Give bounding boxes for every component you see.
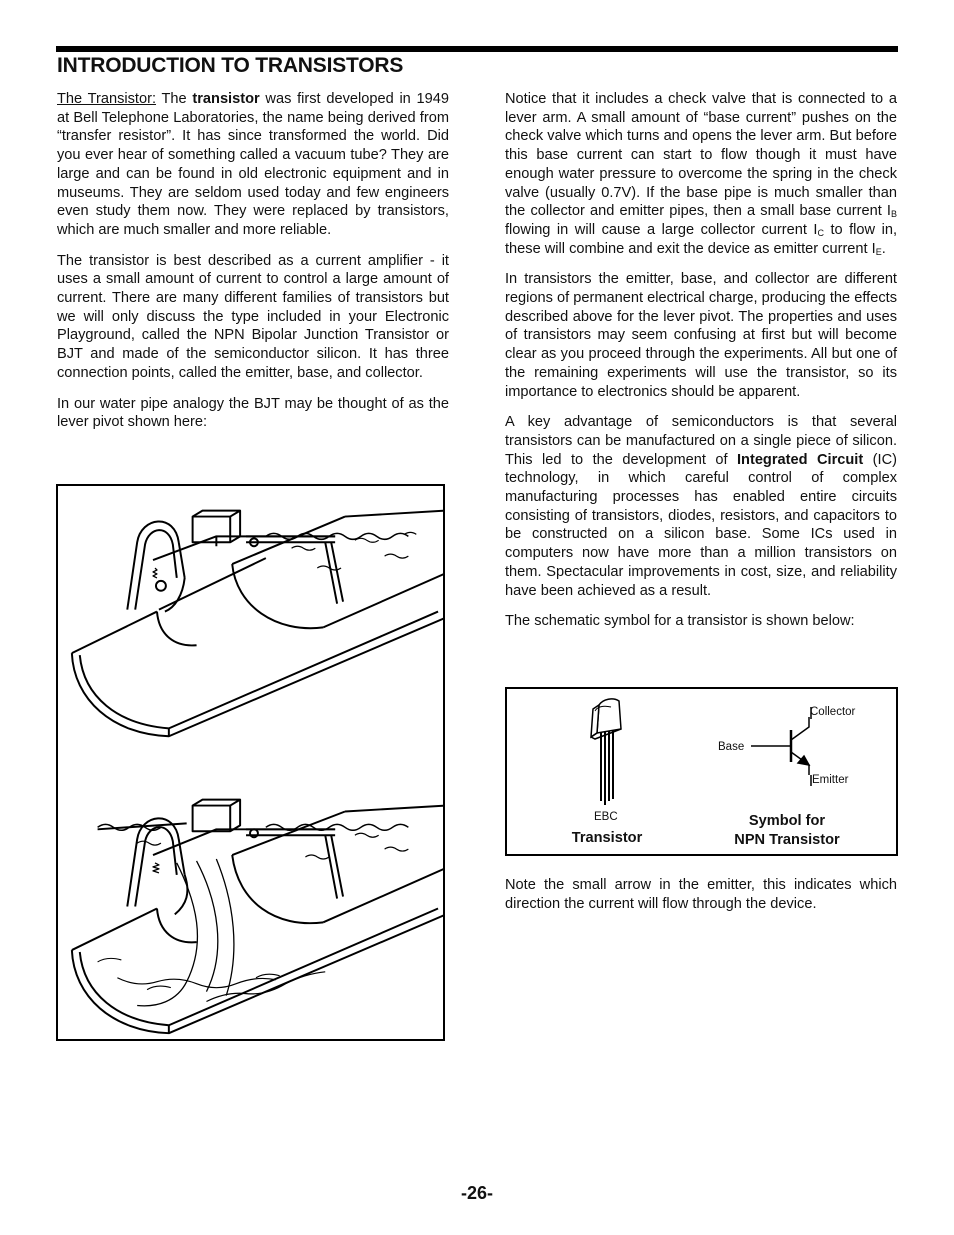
- transistor-package-icon: [591, 699, 621, 805]
- left-column: [57, 90, 449, 444]
- symbol-caption-line1: Symbol for: [748, 813, 826, 829]
- paragraph-current-amplifier: The transistor is best described as a current amplifier - it uses a small amount of current to control a large amount of current. There are many different families of transistors but we will only discuss the type included in your Electronic Playground, called the NPN Bipolar Junction Transistor or BJT and made of the semiconductor silicon. It has three connection points, called the emitter, base, and collector.: [57, 252, 449, 381]
- paragraph-emitter-arrow: Note the small arrow in the emitter, this indicates which direction the current will flow through the device.: [505, 877, 897, 912]
- collector-label: Collector: [810, 706, 856, 718]
- paragraph-water-analogy: In our water pipe analogy the BJT may be thought of as the lever pivot shown here:: [57, 395, 449, 431]
- run-in-heading: The Transistor:: [57, 91, 157, 107]
- page-title: INTRODUCTION TO TRANSISTORS: [57, 54, 404, 77]
- paragraph-integrated-circuit: A key advantage of semiconductors is that several transistors can be manufactured on a single piece of silicon. This led to the development of Integrated Circuit (IC) technology, in which careful control of complex manufacturing processes has enabled entire circuits consisting of transistors, diodes, resistors, and capacitors to be constructed on a silicon base. Some ICs used in computers now have more than a million transistors on them. Spectacular improvements in cost, size, and reliability have been achieved as a result.: [505, 414, 897, 599]
- page-number: -26-: [460, 1183, 493, 1203]
- emitter-label: Emitter: [812, 774, 849, 786]
- pin-label-ebc: EBC: [594, 811, 618, 823]
- bold-term-transistor: transistor: [192, 91, 260, 107]
- arrow-note: [505, 876, 897, 913]
- subscript-c: C: [817, 227, 824, 238]
- pipe-closed-illustration: [72, 511, 443, 737]
- schematic-figure: [505, 687, 898, 856]
- water-pipe-drawing: [58, 486, 443, 1039]
- paragraph-regions: In transistors the emitter, base, and collector are different regions of permanent electrical charge, producing the effects described above for the lever pivot. The properties and uses of transistors may seem confusing at first but will become clear as you proceed through the experiments. All but one of the remaining experiments will use the transistor, so its importance to electronics should be apparent.: [505, 271, 897, 400]
- symbol-caption-line2: NPN Transistor: [734, 832, 840, 848]
- lever-pivot-illustration: [56, 484, 445, 1041]
- subscript-b: B: [890, 209, 897, 220]
- transistor-caption: Transistor: [571, 830, 643, 846]
- subscript-e: E: [875, 246, 882, 257]
- npn-symbol-icon: [751, 707, 811, 786]
- paragraph-check-valve: Notice that it includes a check valve that is connected to a lever arm. A small amount of “base current” pushes on the check valve which turns and opens the lever arm. But before this base current can start to flow though it must have enough water pressure to overcome the spring in the check valve (usually 0.7V). If the base pipe is much smaller than the collector and emitter pipes, then a small base current $I_B$ flowing in will cause a large collector current $I_C$ to flow in, these will combine and exit the device as emitter current $I_E$.: [505, 91, 897, 257]
- top-rule: [56, 46, 898, 52]
- base-label: Base: [718, 741, 745, 753]
- bold-term-integrated-circuit: Integrated Circuit: [736, 451, 864, 468]
- paragraph-schematic-intro: The schematic symbol for a transistor is shown below:: [505, 613, 855, 630]
- pipe-open-illustration: [72, 800, 443, 1034]
- right-column: [505, 90, 897, 643]
- paragraph-transistor-history: The Transistor: The transistor was first developed in 1949 at Bell Telephone Laboratories, the name being derived from “transfer resistor”. It has since transformed the world. Did you ever hear of something called a vacuum tube? They are large and can be found in old electronic equipment and in museums. They are seldom used today and few engineers even study them now. They were replaced by transistors, which are much smaller and more reliable.: [57, 91, 449, 238]
